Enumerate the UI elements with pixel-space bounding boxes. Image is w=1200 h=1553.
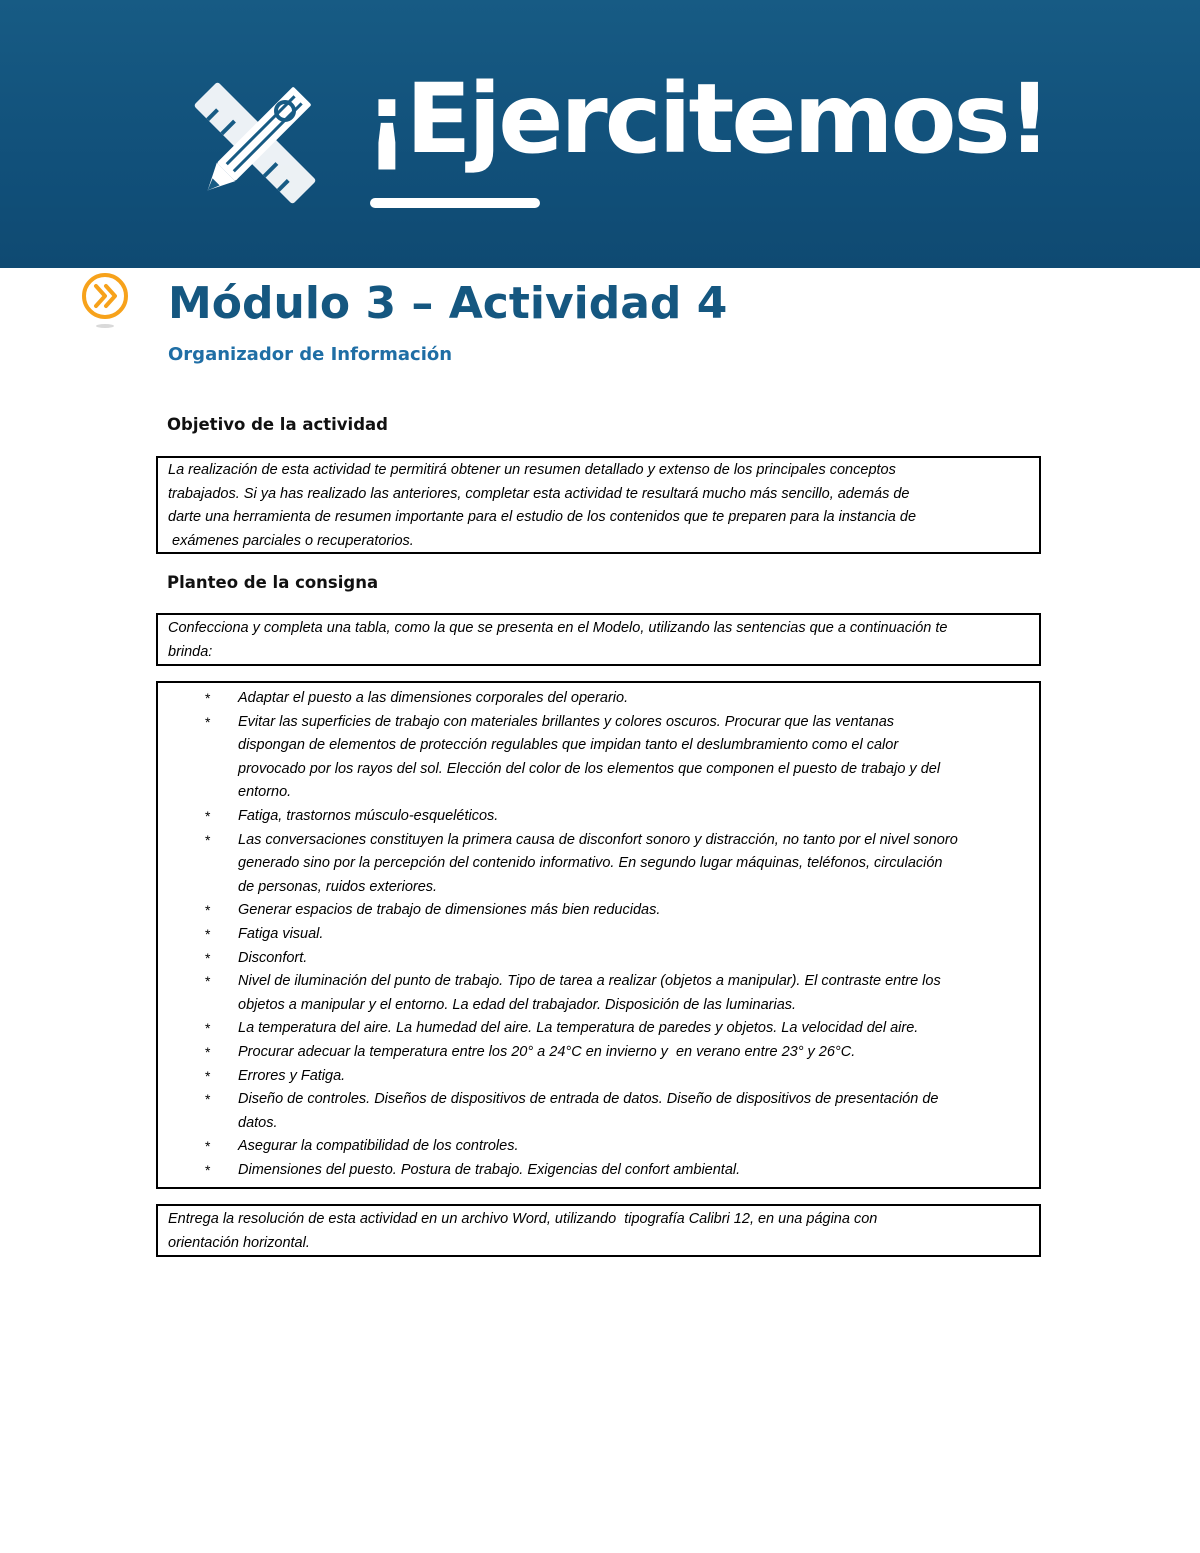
bullet-symbol: * [205,831,211,848]
assignment-heading: Planteo de la consigna [167,573,379,592]
objective-heading: Objetivo de la actividad [167,415,388,434]
objective-line: trabajados. Si ya has realizado las anteriores, completar esta actividad te resultará mucho más sencillo, además de [168,485,910,502]
list-item-line: Nivel de iluminación del punto de trabajo. Tipo de tarea a realizar (objetos a manipular). El contraste entre los [238,973,941,990]
delivery-box [156,1204,1041,1257]
list-item-line: entorno. [238,784,292,801]
bullet-symbol: * [205,949,211,966]
list-item-line: Adaptar el puesto a las dimensiones corporales del operario. [238,690,629,706]
list-item-line: Fatiga visual. [238,925,324,942]
list-item-line: La temperatura del aire. La humedad del aire. La temperatura de paredes y objetos. La velocidad del aire. [238,1020,919,1037]
list-item-line: generado sino por la percepción del contenido informativo. En segundo lugar máquinas, teléfonos, circulación [238,855,943,872]
objective-box [156,456,1041,554]
banner-underline [370,198,540,208]
objective-line: darte una herramienta de resumen importante para el estudio de los contenidos que te preparen para la instancia de [168,509,917,526]
list-item-line: objetos a manipular y el entorno. La edad del trabajador. Disposición de las luminarias. [238,996,797,1013]
double-chevron-right-icon [80,271,132,331]
list-item-line: Generar espacios de trabajo de dimensiones más bien reducidas. [238,902,661,919]
assignment-line: brinda: [168,643,213,660]
page-subtitle: Organizador de Información [168,344,453,365]
list-item [158,805,1031,829]
objective-line: exámenes parciales o recuperatorios. [168,532,414,549]
assignment-line: Confecciona y completa una tabla, como la que se presenta en el Modelo, utilizando las sentencias que a continuación te [168,620,948,636]
list-item [158,711,1031,805]
list-item-line: Errores y Fatiga. [238,1067,346,1084]
list-item [158,970,1031,1017]
list-item-line: Dimensiones del puesto. Postura de trabajo. Exigencias del confort ambiental. [238,1161,741,1178]
list-item-line: de personas, ruidos exteriores. [238,878,438,895]
page-title: Módulo 3 – Actividad 4 [168,278,728,329]
delivery-line: orientación horizontal. [168,1234,310,1251]
sentences-box [156,681,1041,1189]
list-item [158,1017,1031,1041]
list-item [158,1041,1031,1065]
list-item [158,923,1031,947]
bullet-symbol: * [205,925,211,942]
list-item-line: datos. [238,1114,278,1131]
bullet-symbol: * [205,1161,211,1178]
bullet-symbol: * [205,902,211,919]
bullet-symbol: * [205,690,211,706]
list-item [158,1135,1031,1159]
list-item-line: Las conversaciones constituyen la primera causa de disconfort sonoro y distracción, no tanto por el nivel sonoro [238,831,958,848]
bullet-symbol: * [205,1091,211,1108]
bullet-symbol: * [205,973,211,990]
objective-line: La realización de esta actividad te permitirá obtener un resumen detallado y extenso de los principales conceptos [168,462,896,478]
bullet-symbol: * [205,713,211,730]
list-item [158,899,1031,923]
bullet-symbol: * [205,807,211,824]
list-item-line: Diseño de controles. Diseños de dispositivos de entrada de datos. Diseño de dispositivos de presentación de [238,1091,939,1108]
list-item-line: Asegurar la compatibilidad de los controles. [238,1138,519,1155]
list-item [158,829,1031,900]
delivery-line: Entrega la resolución de esta actividad en un archivo Word, utilizando tipografía Calibri 12, en una página con [168,1211,878,1227]
list-item-line: dispongan de elementos de protección regulables que impidan tanto el deslumbramiento como el calor [238,737,899,754]
list-item [158,1065,1031,1089]
list-item-line: Fatiga, trastornos músculo-esqueléticos. [238,807,499,824]
list-item-line: Procurar adecuar la temperatura entre los 20° a 24°C en invierno y en verano entre 23° y 26°C. [238,1043,856,1060]
banner [0,0,1200,268]
bullet-symbol: * [205,1138,211,1155]
list-item [158,947,1031,971]
list-item-line: Disconfort. [238,949,308,966]
list-item [158,1159,1031,1183]
list-item-line: provocado por los rayos del sol. Elección del color de los elementos que componen el puesto de trabajo y del [238,760,941,777]
list-item-line: Evitar las superficies de trabajo con materiales brillantes y colores oscuros. Procurar que las ventanas [238,713,895,730]
ruler-pencil-icon [190,78,320,208]
bullet-symbol: * [205,1043,211,1060]
sentences-list [158,687,1031,1182]
assignment-box [156,613,1041,666]
list-item [158,1088,1031,1135]
list-item [158,687,1031,711]
bullet-symbol: * [205,1020,211,1037]
bullet-symbol: * [205,1067,211,1084]
banner-title: ¡Ejercitemos! [365,63,1049,175]
